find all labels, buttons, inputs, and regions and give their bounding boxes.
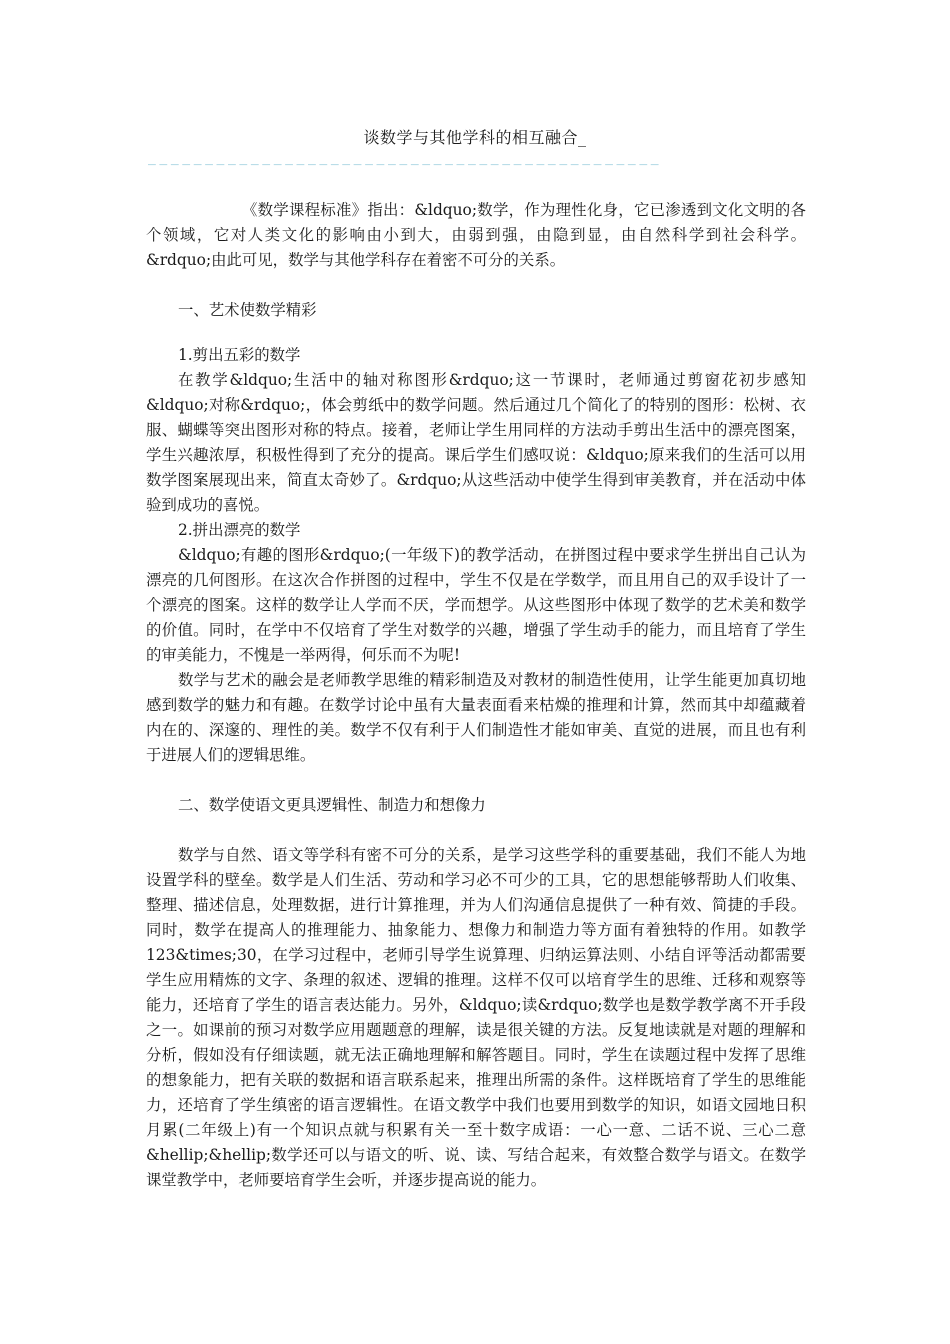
paragraph-art-summary: 数学与艺术的融会是老师教学思维的精彩制造及对教材的制造性使用，让学生能更加真切地感到数学的魅力和有趣。在数学讨论中虽有大量表面看来枯燥的推理和计算，然而其中却蕴藏着内在的、深邃的、理性的美。数学不仅有利于人们制造性才能如审美、直觉的进展，而且也有利于进展人们的逻辑思维。: [146, 671, 806, 764]
intro-paragraph: 《数学课程标准》指出：&ldquo;数学，作为理性化身，它已渗透到文化文明的各个领域，它对人类文化的影响由小到大，由弱到强，由隐到显，由自然科学到社会科学。&rdquo;由此可见，数学与其他学科存在着密不可分的关系。: [146, 201, 806, 269]
subheading-cut: 1.剪出五彩的数学: [178, 346, 301, 364]
subheading-puzzle: 2.拼出漂亮的数学: [178, 521, 301, 539]
section-heading-art: 一、艺术使数学精彩: [178, 301, 317, 319]
document-title: 谈数学与其他学科的相互融合_: [363, 128, 587, 147]
paragraph-puzzle: &ldquo;有趣的图形&rdquo;(一年级下)的教学活动，在拼图过程中要求学生拼出自己认为漂亮的几何图形。在这次合作拼图的过程中，学生不仅是在学数学，而且用自己的双手设计了一个漂亮的图案。这样的数学让人学而不厌，学而想学。从这些图形中体现了数学的艺术美和数学的价值。同时，在学中不仅培育了学生对数学的兴趣，增强了学生动手的能力，而且培育了学生的审美能力，不愧是一举两得，何乐而不为呢!: [146, 546, 806, 664]
document-body: [146, 198, 806, 1193]
paragraph-cut: 在教学&ldquo;生活中的轴对称图形&rdquo;这一节课时，老师通过剪窗花初步感知&ldquo;对称&rdquo;，体会剪纸中的数学问题。然后通过几个简化了的特别的图形：松树、衣服、蝴蝶等突出图形对称的特点。接着，老师让学生用同样的方法动手剪出生活中的漂亮图案，学生兴趣浓厚，积极性得到了充分的提高。课后学生们感叹说：&ldquo;原来我们的生活可以用数学图案展现出来，简直太奇妙了。&rdquo;从这些活动中使学生得到审美教育，并在活动中体验到成功的喜悦。: [146, 371, 806, 514]
section-heading-language: 二、数学使语文更具逻辑性、制造力和想像力: [178, 796, 486, 814]
paragraph-language: 数学与自然、语文等学科有密不可分的关系，是学习这些学科的重要基础，我们不能人为地设置学科的壁垒。数学是人们生活、劳动和学习必不可少的工具，它的思想能够帮助人们收集、整理、描述信息，处理数据，进行计算推理，并为人们沟通信息提供了一种有效、简捷的手段。同时，数学在提高人的推理能力、抽象能力、想像力和制造力等方面有着独特的作用。如教学 123&times;30，在学习过程中，老师引导学生说算理、归纳运算法则、小结自评等活动都需要学生应用精炼的文字、条理的叙述、逻辑的推理。这样不仅可以培育学生的思维、迁移和观察等能力，还培育了学生的语言表达能力。另外，&ldquo;读&rdquo;数学也是数学教学离不开手段之一。如课前的预习对数学应用题题意的理解，读是很关键的方法。反复地读就是对题的理解和分析，假如没有仔细读题，就无法正确地理解和解答题目。同时，学生在读题过程中发挥了思维的想象能力，把有关联的数据和语言联系起来，推理出所需的条件。这样既培育了学生的思维能力，还培育了学生缜密的语言逻辑性。在语文教学中我们也要用到数学的知识，如语文园地日积月累(二年级上)有一个知识点就与积累有关一至十数字成语：一心一意、二话不说、三心二意&hellip;&hellip;数学还可以与语文的听、说、读、写结合起来，有效整合数学与语文。在数学课堂教学中，老师要培育学生会听，并逐步提高说的能力。: [146, 846, 806, 1189]
title-divider: _____________________________________________: [148, 152, 663, 166]
